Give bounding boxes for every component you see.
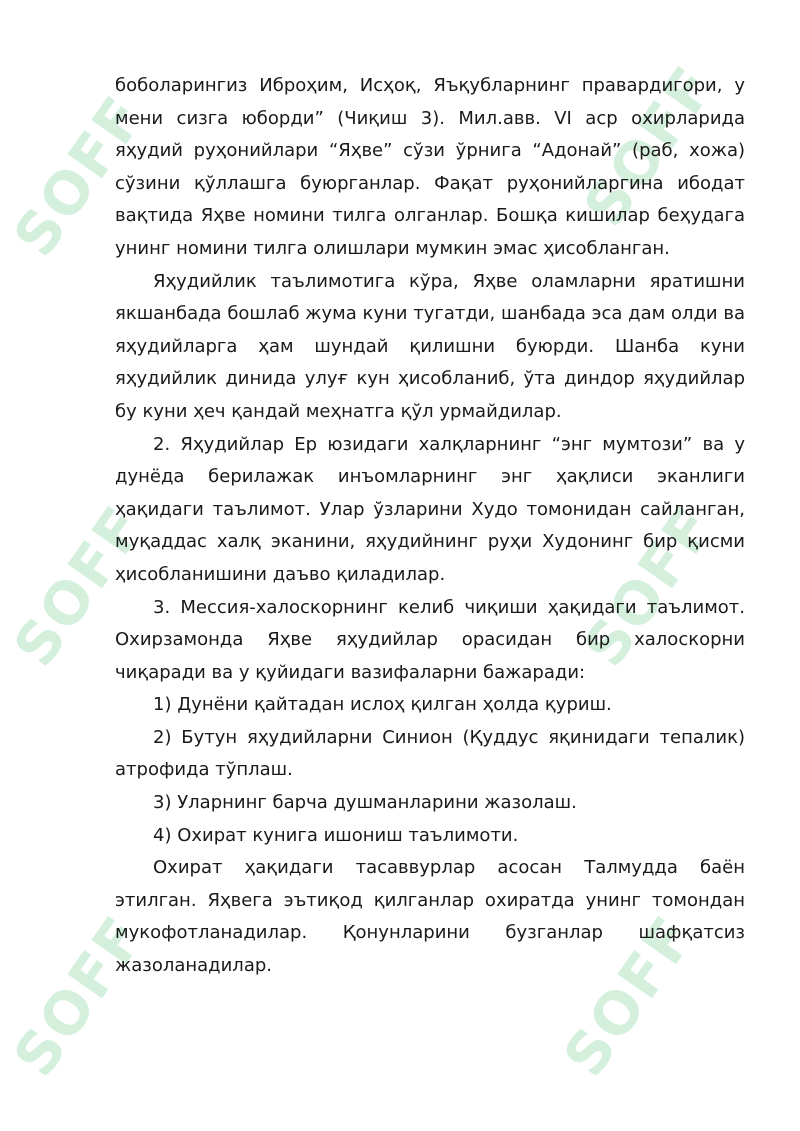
- watermark-text: SOFF: [570, 493, 729, 679]
- paragraph: 2. Яҳудийлар Ер юзидаги халқларнинг “энг мумтози” ва у дунёда берилажак инъомларнинг энг ҳақлиси эканлиги ҳақидаги таълимот. Улар ўзларини Худо томонидан сайланган, муқаддас халқ эканини, яҳудийнинг руҳи Худонинг бир қисми ҳисобланишини даъво қиладилар.: [115, 433, 745, 585]
- watermark-text: SOFF: [0, 83, 159, 269]
- paragraph: Охират ҳақидаги тасаввурлар асосан Талмудда баён этилган. Яҳвега эътиқод қилганлар охиратда унинг томондан мукофотланадилар. Қонунларини бузганлар шафқатсиз жазоланадилар.: [115, 857, 745, 977]
- watermark-text: SOFF: [0, 903, 159, 1089]
- body-text: [115, 70, 745, 983]
- list-item: 2) Бутун яҳудийларни Синион (Қуддус яқинидаги тепалик) атрофида тўплаш.: [115, 726, 745, 781]
- list-item: 3) Уларнинг барча душманларини жазолаш.: [153, 792, 577, 814]
- watermark-text: SOFF: [550, 903, 709, 1089]
- paragraph: боболарингиз Иброҳим, Исҳоқ, Яъқубларнинг правардигори, у мени сизга юборди” (Чиқиш 3). Мил.авв. VI аср охирларида яҳудий руҳонийлари “Яҳве” сўзи ўрнига “Адонай” (раб, хожа) сўзини қўллашга буюрганлар. Фақат руҳонийларгина ибодат вақтида Яҳве номини тилга олганлар. Бошқа кишилар беҳудага унинг номини тилга олишлари мумкин эмас ҳисобланган.: [115, 75, 745, 259]
- watermark-text: SOFF: [570, 53, 729, 239]
- list-item: 1) Дунёни қайтадан ислоҳ қилган ҳолда қуриш.: [153, 694, 612, 716]
- paragraph: Яҳудийлик таълимотига кўра, Яҳве оламларни яратишни якшанбада бошлаб жума куни тугатди, шанбада эса дам олди ва яҳудийларга ҳам шундай қилишни буюрди. Шанба куни яҳудийлик динида улуғ кун ҳисобланиб, ўта диндор яҳудийлар бу куни ҳеч қандай меҳнатга қўл урмайдилар.: [115, 270, 745, 422]
- paragraph: 3. Мессия-халоскорнинг келиб чиқиши ҳақидаги таълимот. Охирзамонда Яҳве яҳудийлар орасидан бир халоскорни чиқаради ва у қуйидаги вазифаларни бажаради:: [115, 596, 745, 683]
- watermark-text: SOFF: [0, 493, 159, 679]
- list-item: 4) Охират кунига ишониш таълимоти.: [153, 824, 519, 846]
